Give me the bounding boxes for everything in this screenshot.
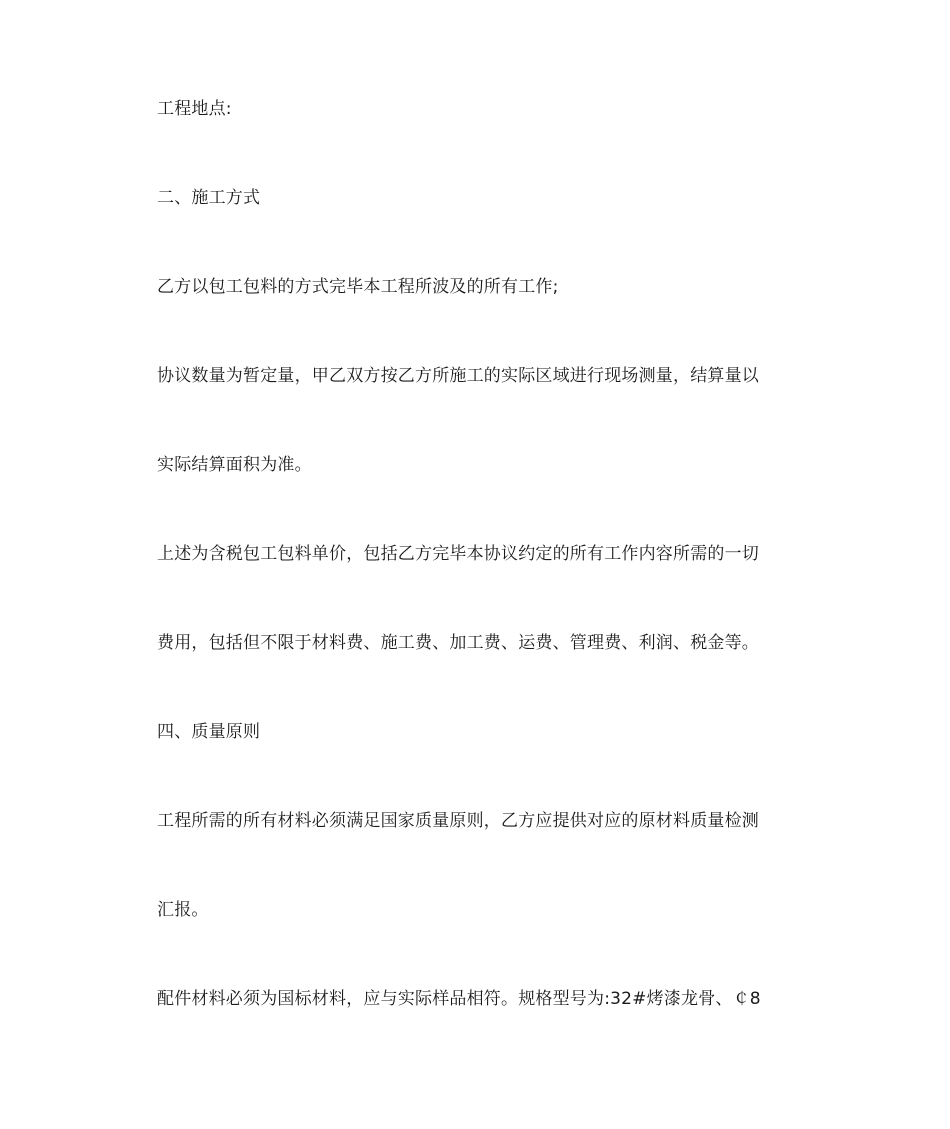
- paragraph-line: 实际结算面积为准。: [157, 455, 312, 475]
- paragraph-line: 协议数量为暂定量，甲乙双方按乙方所施工的实际区域进行现场测量，结算量以: [157, 366, 759, 386]
- paragraph-line: 上述为含税包工包料单价，包括乙方完毕本协议约定的所有工作内容所需的一切: [157, 544, 759, 564]
- project-location-line: 工程地点:: [157, 99, 232, 119]
- paragraph-line: 乙方以包工包料的方式完毕本工程所波及的所有工作;: [157, 277, 559, 297]
- paragraph-line: 汇报。: [157, 900, 209, 920]
- paragraph-line: 配件材料必须为国标材料，应与实际样品相符。规格型号为:32#烤漆龙骨、￠8: [157, 989, 761, 1009]
- section-heading-quality-principle: 四、质量原则: [157, 722, 261, 742]
- section-heading-construction-method: 二、施工方式: [157, 188, 261, 208]
- paragraph-line: 工程所需的所有材料必须满足国家质量原则，乙方应提供对应的原材料质量检测: [157, 811, 759, 831]
- paragraph-line: 费用，包括但不限于材料费、施工费、加工费、运费、管理费、利润、税金等。: [157, 633, 759, 653]
